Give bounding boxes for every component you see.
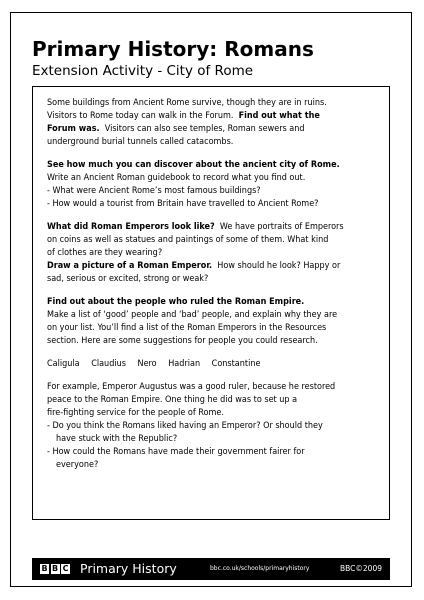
emperors-look-paragraph: What did Roman Emperors look like? We have portraits of Emperors on coins as well as statues and paintings of some of them. What kind of clothes are they wearing? Draw a picture of a Roman Emperor. How should he look? Happy or sad, serious or excited, strong or weak? — [47, 222, 344, 284]
rulers-heading: Find out about the people who ruled the Roman Empire. — [47, 297, 305, 307]
rulers-paragraph: Find out about the people who ruled the Roman Empire. Make a list of ‘good’ people and ‘bad’ people, and explain why they are on your list. You’ll find a list of the Roman Emperors in the Resources section. Here are some suggestions for people you could research. — [47, 296, 382, 348]
footer-bar — [32, 558, 390, 580]
emperor-name: Claudius — [91, 359, 126, 369]
emperor-name: Nero — [137, 359, 157, 369]
page-subtitle: Extension Activity - City of Rome — [32, 63, 254, 79]
guidebook-heading: See how much you can discover about the ancient city of Rome. — [47, 160, 340, 170]
question-item: - Do you think the Romans liked having an Emperor? Or should they — [47, 421, 323, 431]
emperor-list — [47, 358, 382, 371]
emperor-name: Constantine — [211, 359, 261, 369]
augustus-paragraph: For example, Emperor Augustus was a good ruler, because he restored peace to the Roman Empire. One thing he did was to set up a fire-fighting service for the people of Rome. - Do you think the Romans liked having an Emperor? Or should they have stuck with the Republic? - How could the Romans have made their government fairer for everyone? — [47, 381, 382, 472]
footer-brand: Primary History — [80, 561, 177, 576]
bbc-logo: B B C — [41, 564, 69, 573]
question-item: - How would a tourist from Britain have travelled to Ancient Rome? — [47, 199, 319, 209]
emperor-name: Caligula — [47, 359, 80, 369]
footer-url[interactable]: bbc.co.uk/schools/primaryhistory — [210, 565, 310, 572]
guidebook-paragraph: See how much you can discover about the ancient city of Rome. Write an Ancient Roman guidebook to record what you find out. - What were Ancient Rome’s most famous buildings? - How would a tourist from Britain have travelled to Ancient Rome? — [47, 159, 382, 211]
activity-content — [47, 97, 382, 482]
emperor-name: Hadrian — [168, 359, 201, 369]
question-item: - What were Ancient Rome’s most famous buildings? — [47, 186, 261, 196]
page-title: Primary History: Romans — [32, 37, 314, 61]
footer-copyright: BBC©2009 — [340, 564, 382, 573]
question-item: - How could the Romans have made their government fairer for — [47, 447, 305, 457]
intro-paragraph: Some buildings from Ancient Rome survive, though they are in ruins. Visitors to Rome today can walk in the Forum. Find out what the Forum was. Visitors can also see temples, Roman sewers and underground burial tunnels called catacombs. — [47, 98, 327, 147]
